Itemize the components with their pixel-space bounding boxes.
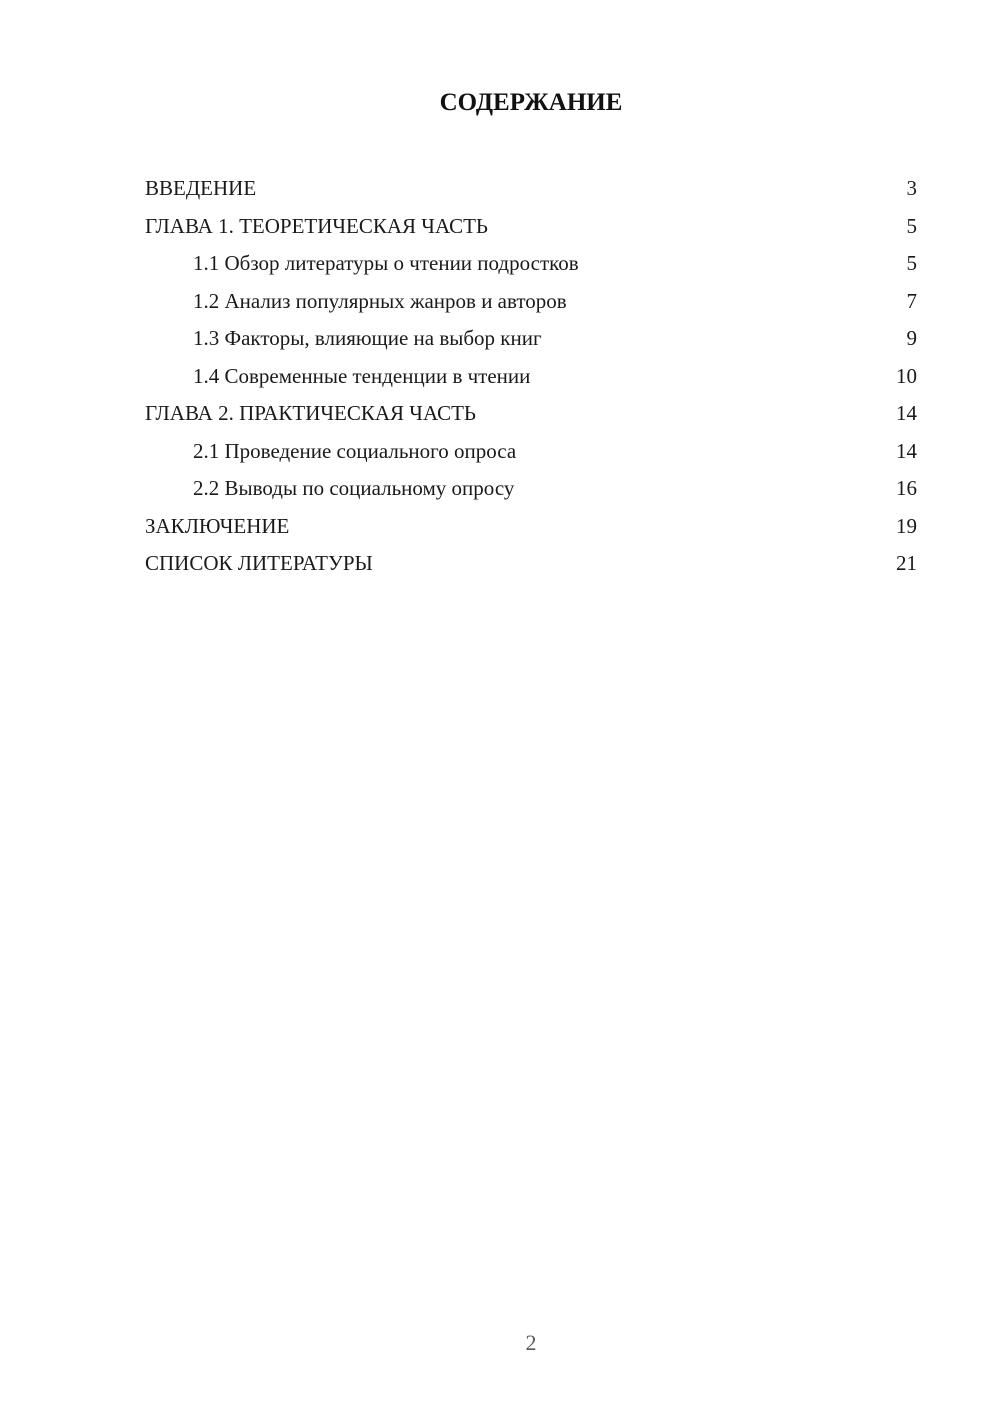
toc-entry-page: 7 <box>906 288 917 313</box>
toc-entry-label: ВВЕДЕНИЕ <box>145 176 257 200</box>
toc-entry-page: 14 <box>896 438 917 463</box>
toc-entry-label: СПИСОК ЛИТЕРАТУРЫ <box>145 551 373 575</box>
toc-row <box>145 470 917 508</box>
table-of-contents <box>145 170 917 583</box>
toc-entry-page: 16 <box>896 476 917 500</box>
toc-entry-label: 2.2 Выводы по социальному опросу <box>193 476 515 500</box>
toc-entry-page: 19 <box>896 513 917 538</box>
toc-entry-label: ЗАКЛЮЧЕНИЕ <box>145 513 290 538</box>
toc-row <box>145 358 917 396</box>
toc-entry-page: 9 <box>906 326 917 350</box>
toc-entry-page: 10 <box>896 363 917 388</box>
toc-row <box>145 545 917 583</box>
toc-row <box>145 395 917 433</box>
toc-entry-label: ГЛАВА 2. ПРАКТИЧЕСКАЯ ЧАСТЬ <box>145 401 476 425</box>
footer-page-number: 2 <box>525 1330 537 1355</box>
toc-entry-label: 1.3 Факторы, влияющие на выбор книг <box>193 326 542 350</box>
toc-row <box>145 170 917 208</box>
toc-row <box>145 245 917 283</box>
toc-row <box>145 208 917 246</box>
toc-entry-label: 2.1 Проведение социального опроса <box>193 438 517 463</box>
toc-entry-page: 5 <box>906 213 917 238</box>
toc-entry-label: ГЛАВА 1. ТЕОРЕТИЧЕСКАЯ ЧАСТЬ <box>145 213 488 238</box>
toc-entry-label: 1.4 Современные тенденции в чтении <box>193 363 531 388</box>
toc-row <box>145 433 917 471</box>
toc-row <box>145 320 917 358</box>
toc-entry-page: 3 <box>906 176 917 200</box>
page-title: СОДЕРЖАНИЕ <box>439 89 623 116</box>
toc-entry-label: 1.2 Анализ популярных жанров и авторов <box>193 288 567 313</box>
toc-entry-page: 5 <box>906 251 917 275</box>
toc-entry-page: 21 <box>896 551 917 575</box>
toc-row <box>145 283 917 321</box>
toc-entry-page: 14 <box>896 401 917 425</box>
toc-row <box>145 508 917 546</box>
toc-entry-label: 1.1 Обзор литературы о чтении подростков <box>193 251 579 275</box>
